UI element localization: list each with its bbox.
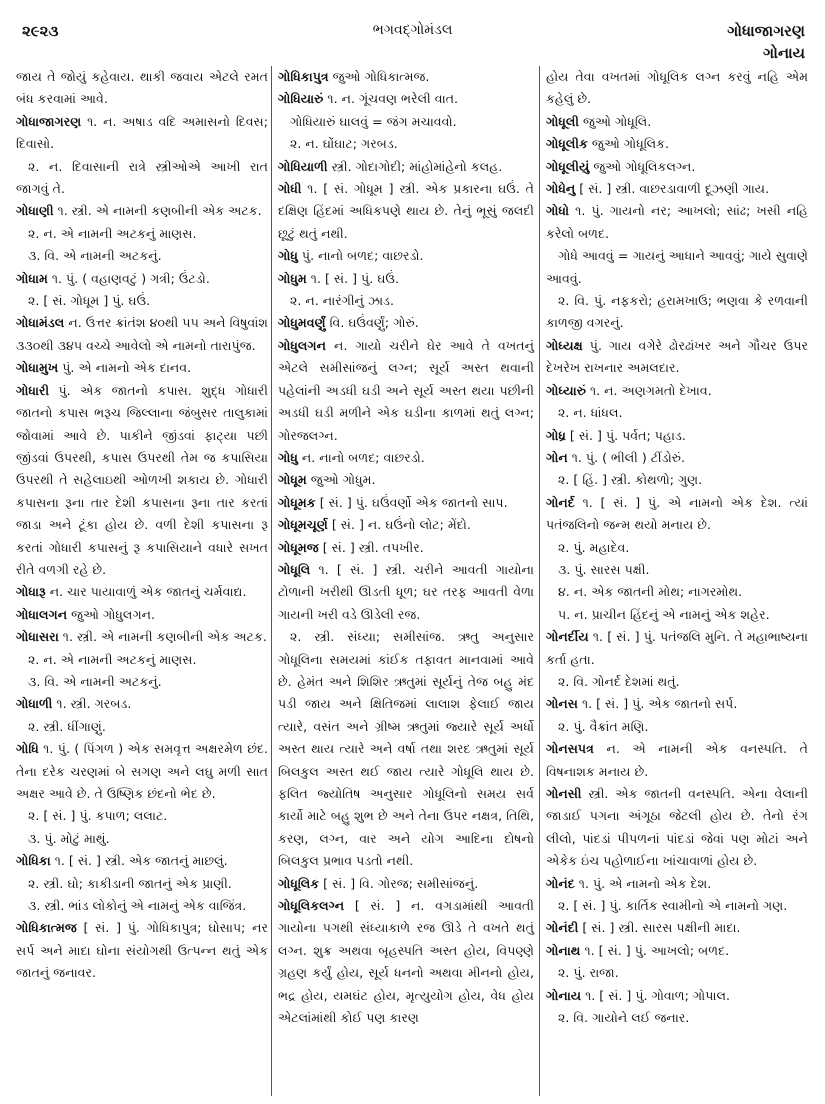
definition-text: જાય તે જોયું કહેવાય. થાકી જવાય એટલે રમત બંધ કરવામાં આવે. — [16, 69, 268, 107]
dictionary-entry — [278, 895, 534, 1029]
headword: ગોધામુખ — [16, 360, 59, 376]
definition-text: [ સં. ] સ્ત્રી. તપખીર. — [318, 539, 424, 555]
dictionary-entry — [16, 671, 268, 693]
headword: ગોનર્દ — [546, 494, 575, 510]
definition-text: ૨. ન. દિવાસાની રાત્રે સ્ત્રીઓએ આખી રાત જાગવું તે. — [16, 158, 268, 197]
dictionary-entry — [546, 335, 808, 380]
headword: ગોધૂમક — [278, 494, 316, 510]
definition-text: ન. ઉત્તર ક્રાંતંશ ૪૦થી ૫૫ અને વિષુવાંશ ૩૩૦થી ૩૪૫ વચ્ચે આવેલો એ નામનો તારાપુંજ. — [16, 315, 268, 353]
definition-text: ૨. [ સં. ] પું. કપાળ; લલાટ. — [28, 808, 168, 824]
dictionary-entry — [16, 312, 268, 357]
dictionary-entry — [16, 828, 268, 850]
dictionary-entry — [546, 133, 808, 155]
headword: ગોન — [546, 449, 568, 465]
definition-text: ૨. વિ. ગોનર્દ દેશમાં થતું. — [558, 673, 680, 689]
definition-text: હોય તેવા વખતમાં ગોધૂલિક લગ્ન કરવું નહિ એમ કહેલું છે. — [546, 69, 808, 107]
dictionary-entry — [278, 335, 534, 447]
headword: ગોધૂલિ — [278, 561, 311, 577]
dictionary-entry — [16, 850, 268, 872]
headword: ગોધિકા — [16, 853, 51, 869]
definition-text: [ સં. ] સ્ત્રી. વાછરડાવાળી દૂઝણી ગાય. — [575, 181, 770, 197]
dictionary-entry — [16, 581, 268, 603]
definition-text: ૧. પું. ગાયનો નર; આખલો; સાંઢ; ખસી નહિ કરેલો બળદ. — [546, 203, 808, 241]
headword: ગોધુ — [278, 449, 298, 465]
page-number: ૨૯૨૩ — [22, 22, 59, 40]
dictionary-entry — [16, 268, 268, 290]
headword: ગોધારી — [16, 382, 50, 398]
definition-text: ૨. સ્ત્રી. ઘો; કાકીડાની જાતનું એક પ્રાણી. — [28, 875, 232, 891]
dictionary-entry — [16, 604, 268, 626]
definition-text: ૩. પું. સારસ પક્ષી. — [558, 561, 650, 577]
definition-text: ૨. વિ. ગાયોને લઈ જનાર. — [558, 1010, 690, 1026]
headword: ગોધી — [278, 181, 302, 197]
definition-text: ૧. [ સં. ] સ્ત્રી. એક જાતનું માછલું. — [50, 853, 228, 869]
definition-text: ૩. વિ. એ નામની અટકનું. — [28, 248, 162, 264]
headword: ગોધિયારું — [278, 91, 324, 107]
definition-text: ૪. ન. એક જાતની મોથ; નાગરમોથ. — [558, 584, 743, 600]
dictionary-entry — [278, 66, 534, 88]
headword: ગોનંદ — [546, 875, 575, 891]
headword: ગોનર્દીય — [546, 629, 589, 645]
headword: ગોધૂલીયું — [546, 158, 590, 174]
definition-text: ૩. સ્ત્રી. ભાંડ લોકોનું એ નામનું એક વાજિંત્ર. — [28, 898, 247, 914]
definition-text: પું. નાનો બળદ; વાછરડો. — [297, 248, 424, 264]
dictionary-entry — [546, 200, 808, 245]
definition-text: ૧. [ સં. ] પું. આખલો; બળદ. — [580, 942, 730, 958]
definition-text: ન. ચાર પાયાવાળું એક જાતનું ચર્મવાદ્ય. — [45, 584, 247, 600]
dictionary-entry — [546, 1007, 808, 1029]
definition-text: જુઓ ગોધૂલિકલગ્ન. — [589, 158, 696, 174]
dictionary-entry — [278, 469, 534, 491]
headword: ગોધૂમ — [278, 472, 307, 488]
definition-text: ૧. [ સં. ] પું. ઘઉં. — [306, 270, 399, 286]
dictionary-entry — [546, 66, 808, 111]
definition-text: ૧. ન. અષાડ વદિ અમાસનો દિવસ; દિવાસો. — [16, 113, 268, 152]
definition-text: ૧. [ સં. ] પું. એ નામનો એક દેશ. ત્યાં પતંજલિનો જન્મ થયો મનાય છે. — [546, 494, 808, 533]
headword: ગોધૂલિકલગ્ન — [278, 898, 345, 914]
dictionary-entry — [546, 447, 808, 469]
dictionary-entry — [278, 245, 534, 267]
definition-text: [ સં. ] વિ. ગોરજ; સમીસાંજનું. — [319, 875, 479, 891]
column-divider — [539, 66, 540, 1096]
dictionary-entry — [16, 873, 268, 895]
dictionary-column-3 — [546, 66, 808, 1029]
dictionary-entry — [546, 626, 808, 671]
headword: ગોધૂમજ — [278, 539, 319, 555]
headword: ગોધાજાગરણ — [16, 113, 82, 129]
headword: ગોધ્યારું — [546, 382, 586, 398]
dictionary-entry — [16, 805, 268, 827]
headword: ગોનસી — [546, 786, 582, 801]
definition-text: ૨. [ હિં. ] સ્ત્રી. કોથળો; ગુણ. — [558, 472, 703, 488]
dictionary-entry — [278, 268, 534, 290]
dictionary-entry — [278, 514, 534, 536]
headword: ગોધાસરા — [16, 629, 59, 645]
dictionary-entry — [546, 492, 808, 537]
dictionary-entry — [546, 917, 808, 939]
definition-text: ૧. પું. ( પિંગળ ) એક સમવૃત્ત અક્ષરમેળ છંદ. તેના દરેક ચરણમાં બે સગણ અને લઘુ મળી સાત અક્ષર આવે છે. તે ઉષ્ણિક છંદનો ભેદ છે. — [16, 741, 268, 801]
dictionary-entry — [278, 559, 534, 626]
definition-text: ૨. ન. એ નામની અટકનું માણસ. — [28, 225, 197, 241]
dictionary-entry — [278, 312, 534, 334]
headword: ગોધિયાળી — [278, 158, 328, 174]
guide-word-first: ગોધાજાગરણ — [727, 22, 805, 40]
definition-text: સ્ત્રી. ગોદાગોદી; માંહોમાંહેનો કલહ. — [327, 158, 503, 174]
dictionary-entry — [546, 559, 808, 581]
definition-text: ૨. [ સં. ગોધૂમ ] પું. ઘઉં. — [28, 293, 151, 309]
dictionary-entry — [278, 156, 534, 178]
dictionary-entry — [278, 290, 534, 312]
dictionary-entry — [278, 178, 534, 245]
dictionary-entry — [546, 693, 808, 715]
definition-text: ૧. [ સં. ગોધૂમ ] સ્ત્રી. એક પ્રકારના ઘઉં. તે દક્ષિણ હિંદમાં અધિકપણે થાય છે. તેનું ભૂસું જલદી છૂટું થતું નથી. — [278, 181, 534, 241]
definition-text: સ્ત્રી. એક જાતની વનસ્પતિ. એના વેલાની જાડાઈ પગના અંગૂઠા જેટલી હોય છે. તેનો રંગ લીલો, પાંદડાં પીપળનાં પાંદડાં જેવાં પણ મોટાં અને એકેક ઇંચ પહોળાઈના ખાંચાવાળાં હોય છે. — [546, 786, 808, 869]
dictionary-entry — [16, 111, 268, 156]
definition-text: ન. એ નામની એક વનસ્પતિ. તે વિષનાશક મનાય છે. — [546, 741, 808, 779]
dictionary-entry — [16, 380, 268, 582]
dictionary-entry — [546, 380, 808, 402]
definition-text: ૧. પું. ( વહાણવટું ) ગત્રી; ઉંટડો. — [47, 270, 210, 286]
definition-text: [ સં. ] પું. ઘઉંવર્ણો એક જાતનો સાપ. — [315, 494, 508, 510]
dictionary-entry — [278, 447, 534, 469]
definition-text: ૫. ન. પ્રાચીન હિંદનું એ નામનું એક શહેર. — [558, 606, 770, 622]
dictionary-entry — [16, 200, 268, 222]
dictionary-entry — [546, 873, 808, 895]
dictionary-entry — [16, 895, 268, 917]
dictionary-entry — [546, 245, 808, 290]
definition-text: પું. એક જાતનો કપાસ. શુદ્ધ ગોધારી જાતનો કપાસ ભરૂચ જિલ્લાના જંબુસર તાલુકામાં જોવામાં આવે છે. પાકીને જીંડવાં ફાટ્યા પછી જીંડવાં ઉપરથી, કપાસ ઉપરથી તેમ જ કપાસિયા ઉપરથી તે સહેલાઇથી ઓળખી શકાય છે. ગોધારી કપાસના રૂના તાર દેશી કપાસના રૂના તાર કરતાં જાડા અને ટૂંકા હોય છે. વળી દેશી કપાસના રૂ કરતાં ગોધારી કપાસનું રૂ કપાસિયાને વધારે સખત રીતે વળગી રહે છે. — [16, 382, 268, 577]
headword: ગોધો — [546, 203, 570, 219]
headword: ગોધારૂ — [16, 584, 46, 600]
headword: ગોનસપત્ર — [546, 741, 594, 757]
definition-text: વિ. ઘઉંવર્ણું; ગોરું. — [325, 315, 419, 331]
headword: ગોધુલગન — [278, 337, 326, 353]
headword: ગોધાણી — [16, 203, 54, 219]
dictionary-entry — [546, 469, 808, 491]
dictionary-entry — [546, 111, 808, 133]
dictionary-entry — [546, 671, 808, 693]
definition-text: ૧. [ સં. ] પું. ગોવાળ; ગોપાલ. — [581, 987, 730, 1003]
definition-text: ન. નાનો બળદ; વાછરડો. — [297, 449, 425, 465]
dictionary-entry — [546, 940, 808, 962]
definition-text: [ સં. ] પું. ગોધિકાપુત્ર; ઘોસાપ; નર સર્પ અને માદા ઘોના સંયોગથી ઉત્પન્ન થતું એક જાતનું જનાવર. — [16, 920, 268, 981]
headword: ગોધિ — [16, 741, 39, 757]
dictionary-entry — [546, 178, 808, 200]
definition-text: પું. એ નામનો એક દાનવ. — [58, 360, 192, 376]
definition-text: ગોધિયારું ઘાલવું = જંગ મચાવવો. — [290, 113, 457, 129]
headword: ગોનાથ — [546, 942, 581, 958]
definition-text: ૨. ન. નારંગીનું ઝાડ. — [290, 293, 394, 309]
dictionary-entry — [16, 66, 268, 111]
definition-text: જુઓ ગોધિકાત્મજ. — [328, 69, 430, 84]
headword: ગોધ્યક્ષ — [546, 337, 583, 353]
definition-text: ૩. પું. મોટું માથું. — [28, 830, 110, 846]
dictionary-entry — [16, 245, 268, 267]
definition-text: જુઓ ગોધુમ. — [306, 472, 376, 488]
definition-text: [ સં. ] સ્ત્રી. સારસ પક્ષીની માદા. — [578, 920, 741, 936]
dictionary-entry — [546, 716, 808, 738]
column-divider — [271, 66, 272, 1096]
headword: ગોધેનુ — [546, 181, 576, 197]
dictionary-entry — [278, 88, 534, 110]
definition-text: ૨. સ્ત્રી. ધીંગાણું. — [28, 718, 106, 734]
dictionary-entry — [546, 738, 808, 783]
definition-text: જુઓ ગોધુલગન. — [67, 606, 156, 622]
headword: ગોધુમવર્ણું — [278, 315, 326, 331]
definition-text: ૧. ન. અણગમતો દેખાવ. — [585, 382, 712, 398]
headword: ગોનસ — [546, 696, 578, 712]
dictionary-entry — [16, 626, 268, 648]
dictionary-entry — [16, 917, 268, 984]
dictionary-entry — [16, 290, 268, 312]
headword: ગોનાય — [546, 987, 582, 1003]
dictionary-entry — [16, 357, 268, 379]
definition-text: ૨. ન. ઘોંઘાટ; ગરબડ. — [290, 136, 398, 152]
dictionary-entry — [16, 156, 268, 201]
definition-text: ૨. [ સં. ] પું. કાર્તિક સ્વામીનો એ નામનો ગણ. — [558, 898, 788, 914]
headword: ગોધુમ — [278, 270, 307, 286]
dictionary-entry — [16, 738, 268, 805]
dictionary-entry — [16, 716, 268, 738]
headword: ગોધ્ર — [546, 427, 566, 443]
dictionary-column-2 — [278, 66, 534, 1029]
definition-text: ગોધે આવવું = ગાયનું આધાને આવવું; ગાયે સુવાણે આવવું. — [546, 248, 808, 286]
headword: ગોનંદી — [546, 920, 579, 936]
headword: ગોધિકાત્મજ — [16, 920, 77, 936]
headword: ગોધાળી — [16, 696, 53, 712]
dictionary-entry — [546, 290, 808, 335]
definition-text: [ સં. ] ન. વગડામાંથી આવતી ગાયોના પગથી સંધ્યાકાળે રજ ઊડે તે વખતે થતું લગ્ન. શુક્ર અથવા બૃહસ્પતિ અસ્ત હોય, વિપણ્ણે ગ્રહણ કર્યું હોય, સૂર્ય ધનનો અથવા મીનનો હોય, ભદ્ર હોય, યમઘંટ હોય, મૃત્યુયોગ હોય, વેધ હોય એટલાંમાંથી કોઈ પણ કારણ — [278, 898, 534, 1026]
definition-text: ૨. વિ. પું. નફકરો; હરામખાઉ; ભણવા કે રળવાની કાળજી વગરનું. — [546, 293, 808, 331]
guide-word-last: ગોનાય — [763, 44, 805, 62]
dictionary-entry — [278, 111, 534, 133]
dictionary-entry — [16, 223, 268, 245]
dictionary-entry — [546, 895, 808, 917]
dictionary-entry — [278, 537, 534, 559]
headword: ગોધામંડલ — [16, 315, 65, 331]
definition-text: ૧. સ્ત્રી. ગરબડ. — [52, 696, 132, 712]
dictionary-entry — [546, 783, 808, 873]
headword: ગોધુ — [278, 248, 298, 264]
definition-text: ૧. [ સં. ] પું. પતંજલિ મુનિ. તે મહાભાષ્યના કર્તા હતા. — [546, 629, 808, 667]
headword: ગોધામ — [16, 270, 48, 286]
headword: ગોધાલગન — [16, 606, 68, 622]
definition-text: પું. ગાય વગેરે ઢોરઢાંખર અને ગૌચર ઉપર દેખરેખ રાખનાર અમલદાર. — [546, 337, 808, 376]
dictionary-entry — [278, 626, 534, 872]
dictionary-entry — [278, 492, 534, 514]
dictionary-entry — [16, 649, 268, 671]
dictionary-entry — [278, 873, 534, 895]
headword: ગોધૂલી — [546, 113, 580, 129]
dictionary-entry — [546, 425, 808, 447]
definition-text: ૧. પું. એ નામનો એક દેશ. — [574, 875, 712, 891]
definition-text: ૨. પું. વૈક્રાંત મણિ. — [558, 718, 649, 734]
headword: ગોધૂલિક — [278, 875, 320, 891]
definition-text: ૩. વિ. એ નામની અટકનું. — [28, 673, 162, 689]
dictionary-entry — [546, 156, 808, 178]
definition-text: ૧. ન. ગૂંચવણ ભરેલી વાત. — [323, 91, 459, 107]
dictionary-entry — [546, 402, 808, 424]
dictionary-entry — [546, 962, 808, 984]
definition-text: ૧. પું. ( ભીલી ) ટીંડોરું. — [567, 449, 685, 465]
dictionary-entry — [546, 537, 808, 559]
dictionary-entry — [278, 133, 534, 155]
dictionary-entry — [546, 985, 808, 1007]
dictionary-entry — [546, 581, 808, 603]
definition-text: ૨. ન. ધાંધલ. — [558, 405, 623, 421]
definition-text: ૨. સ્ત્રી. સંધ્યા; સમીસાંજ. ઋતુ અનુસાર ગોધૂલિના સમયમાં કાંઈક તફાવત માનવામાં આવે છે. હેમંત અને શિશિર ઋતુમાં સૂર્યનું તેજ બહુ મંદ પડી જાય અને ક્ષિતિજમાં લાલાશ ફેલાઈ જાય ત્યારે, વસંત અને ગ્રીષ્મ ઋતુમાં જ્યારે સૂર્ય અર્ધો અસ્ત થાય ત્યારે અને વર્ષા તથા શરદ ઋતુમાં સૂર્ય બિલકુલ અસ્ત થઈ જાય ત્યારે ગોધૂલિ થાય છે. ફલિત જ્યોતિષ અનુસાર ગોધૂલિનો સમય સર્વ કાર્યો માટે બહુ શુભ છે અને તેના ઉપર નક્ષત્ર, તિથિ, કરણ, લગ્ન, વાર અને યોગ આદિના દોષનો બિલકુલ પ્રભાવ પડતો નથી. — [278, 629, 534, 869]
definition-text: ૧. [ સં. ] પું. એક જાતનો સર્પ. — [577, 696, 738, 712]
headword: ગોધૂલીક — [546, 136, 588, 152]
definition-text: ૨. પું. મહાદેવ. — [558, 539, 630, 555]
dictionary-entry — [16, 693, 268, 715]
definition-text: ૨. ન. એ નામની અટકનું માણસ. — [28, 651, 197, 667]
headword: ગોધૂમચૂર્ણ — [278, 517, 328, 533]
definition-text: [ સં. ] પું. પર્વત; પહાડ. — [565, 427, 686, 443]
definition-text: ૧. સ્ત્રી. એ નામની કણબીની એક અટક. — [58, 629, 267, 645]
headword: ગોધિકાપુત્ર — [278, 69, 329, 84]
definition-text: ૧. [ સં. ] સ્ત્રી. ચરીને આવતી ગાયોના ટોળાની ખરીથી ઊડતી ધૂળ; ઘર તરફ આવતી વેળા ગાયની ખરી વડે ઊડેલી રજ. — [278, 561, 534, 622]
definition-text: [ સં. ] ન. ઘઉંનો લોટ; મેંદો. — [327, 517, 471, 533]
running-title: ભગવદ્ગોમંડલ — [372, 22, 453, 38]
definition-text: જુઓ ગોધૂલિ. — [579, 113, 652, 129]
definition-text: ૨. પું. રાજા. — [558, 965, 619, 981]
definition-text: ૧. સ્ત્રી. એ નામની કણબીની એક અટક. — [53, 203, 262, 219]
definition-text: જુઓ ગોધૂલિક. — [587, 136, 670, 152]
definition-text: ન. ગાયો ચરીને ઘેર આવે તે વખતનું એટલે સમીસાંજનું લગ્ન; સૂર્ય અસ્ત થવાની પહેલાંની અડધી ઘડી અને સૂર્ય અસ્ત થયા પછીની અડધી ઘડી મળીને એક ઘડીના કાળમાં થતું લગ્ન; ગોરજલગ્ન. — [278, 337, 534, 443]
dictionary-entry — [546, 604, 808, 626]
dictionary-column-1 — [16, 66, 268, 985]
